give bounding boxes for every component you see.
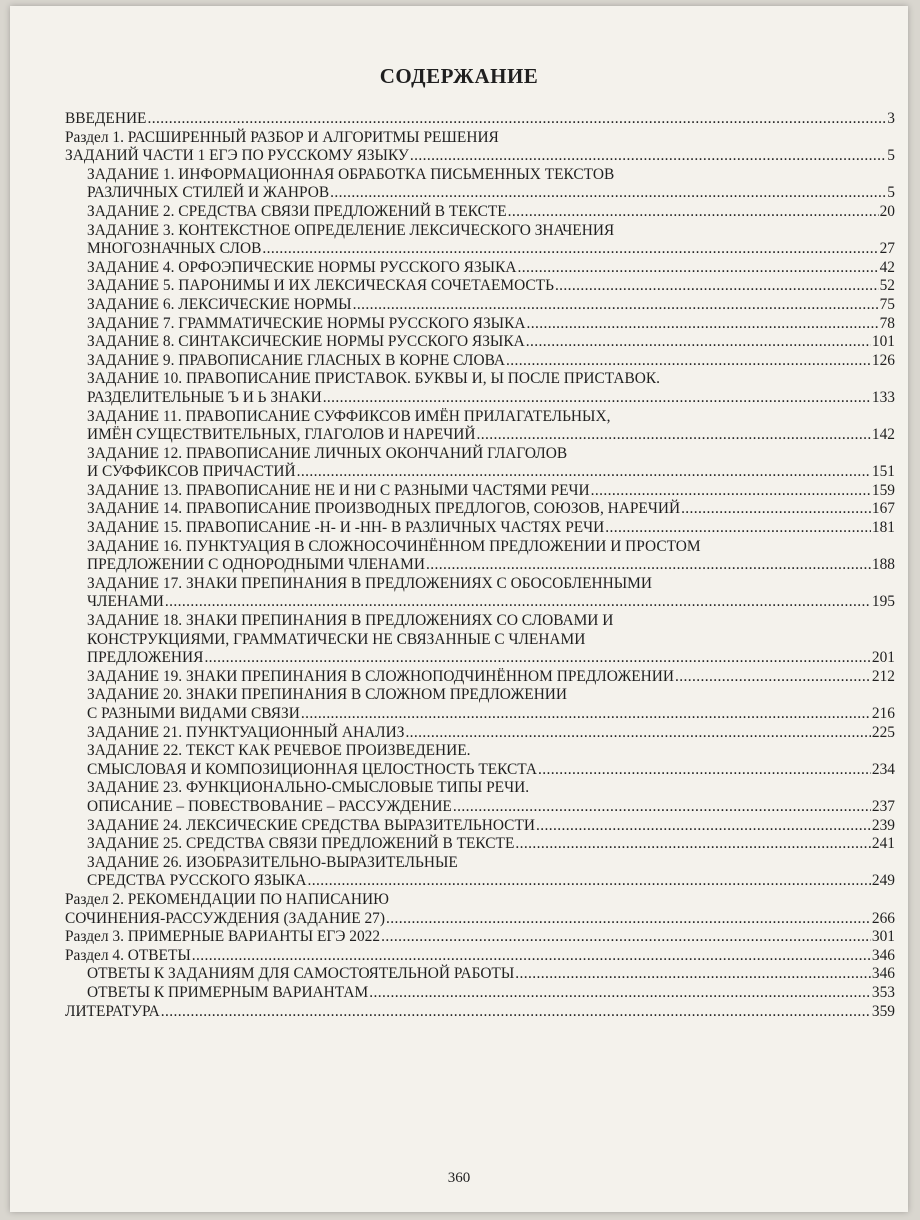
toc-entry xyxy=(65,1003,895,1022)
toc-entry-title: ЗАДАНИЕ 23. ФУНКЦИОНАЛЬНО-СМЫСЛОВЫЕ ТИПЫ РЕЧИ. xyxy=(87,779,530,797)
toc-entry-line xyxy=(87,649,895,668)
table-of-contents xyxy=(65,110,895,1021)
toc-entry-page: 126 xyxy=(871,351,895,369)
toc-entry-page: 234 xyxy=(871,760,895,778)
toc-entry-line xyxy=(87,370,895,389)
toc-entry-line xyxy=(87,575,895,594)
toc-entry-title: ЗАДАНИЕ 21. ПУНКТУАЦИОННЫЙ АНАЛИЗ xyxy=(87,723,405,741)
toc-entry xyxy=(65,538,895,575)
dot-leader xyxy=(526,315,878,334)
toc-entry-line xyxy=(87,742,895,761)
toc-entry xyxy=(65,408,895,445)
toc-entry xyxy=(65,612,895,668)
toc-entry-title: ОТВЕТЫ К ПРИМЕРНЫМ ВАРИАНТАМ xyxy=(87,983,369,1001)
toc-entry-line xyxy=(87,259,895,278)
toc-entry-title: ЗАДАНИЕ 25. СРЕДСТВА СВЯЗИ ПРЕДЛОЖЕНИЙ В ТЕКСТЕ xyxy=(87,835,515,853)
dot-leader xyxy=(675,668,871,687)
toc-entry-line xyxy=(87,445,895,464)
toc-entry xyxy=(65,222,895,259)
dot-leader xyxy=(165,593,871,612)
dot-leader xyxy=(386,910,871,929)
toc-entry-page: 27 xyxy=(879,240,895,258)
toc-entry xyxy=(65,315,895,334)
toc-entry-title: ЗАДАНИЕ 24. ЛЕКСИЧЕСКИЕ СРЕДСТВА ВЫРАЗИТЕЛЬНОСТИ xyxy=(87,816,535,834)
toc-entry xyxy=(65,854,895,891)
toc-entry xyxy=(65,947,895,966)
toc-entry-page: 353 xyxy=(871,983,895,1001)
toc-entry-line xyxy=(87,184,895,203)
toc-entry-page: 3 xyxy=(887,110,895,127)
toc-entry xyxy=(65,984,895,1003)
toc-entry-page: 167 xyxy=(871,500,895,518)
toc-entry-line xyxy=(65,110,895,129)
toc-entry-line xyxy=(65,947,895,966)
toc-entry-title: ПРЕДЛОЖЕНИИ С ОДНОРОДНЫМИ ЧЛЕНАМИ xyxy=(87,556,425,574)
toc-entry-line xyxy=(87,593,895,612)
toc-entry-line xyxy=(65,928,895,947)
toc-entry-page: 346 xyxy=(871,946,895,964)
toc-entry-line xyxy=(87,965,895,984)
toc-entry-page: 5 xyxy=(887,147,895,165)
dot-leader xyxy=(323,389,871,408)
toc-entry-line xyxy=(87,389,895,408)
dot-leader xyxy=(192,947,871,966)
dot-leader xyxy=(605,519,871,538)
toc-entry xyxy=(65,575,895,612)
toc-entry-title: ЗАДАНИЙ ЧАСТИ 1 ЕГЭ ПО РУССКОМУ ЯЗЫКУ xyxy=(65,147,409,165)
toc-entry-title: ЗАДАНИЕ 17. ЗНАКИ ПРЕПИНАНИЯ В ПРЕДЛОЖЕНИЯХ С ОБОСОБЛЕННЫМИ xyxy=(87,574,652,592)
toc-entry xyxy=(65,352,895,371)
toc-entry-title: Раздел 1. РАСШИРЕННЫЙ РАЗБОР И АЛГОРИТМЫ РЕШЕНИЯ xyxy=(65,128,499,146)
toc-entry xyxy=(65,686,895,723)
toc-entry-page: 52 xyxy=(879,277,895,295)
toc-entry-line xyxy=(87,500,895,519)
toc-entry-title: ВВЕДЕНИЕ xyxy=(65,110,147,127)
toc-entry xyxy=(65,259,895,278)
toc-entry xyxy=(65,129,895,166)
toc-entry xyxy=(65,500,895,519)
toc-entry-title: Раздел 4. ОТВЕТЫ xyxy=(65,946,191,964)
toc-entry-line xyxy=(87,352,895,371)
dot-leader xyxy=(538,761,871,780)
toc-entry-title: Раздел 2. РЕКОМЕНДАЦИИ ПО НАПИСАНИЮ xyxy=(65,890,389,908)
toc-entry-title: СОЧИНЕНИЯ-РАССУЖДЕНИЯ (ЗАДАНИЕ 27) xyxy=(65,909,385,927)
toc-entry-page: 212 xyxy=(871,667,895,685)
toc-entry xyxy=(65,891,895,928)
toc-entry xyxy=(65,445,895,482)
toc-entry-title: ОПИСАНИЕ – ПОВЕСТВОВАНИЕ – РАССУЖДЕНИЕ xyxy=(87,797,452,815)
toc-entry-page: 195 xyxy=(871,593,895,611)
toc-entry-line xyxy=(87,203,895,222)
dot-leader xyxy=(536,817,871,836)
dot-leader xyxy=(262,240,878,259)
toc-entry-line xyxy=(87,166,895,185)
toc-entry-title: РАЗДЕЛИТЕЛЬНЫЕ Ъ И Ь ЗНАКИ xyxy=(87,388,322,406)
toc-entry-page: 346 xyxy=(871,965,895,983)
page-number: 360 xyxy=(447,1170,471,1186)
dot-leader xyxy=(381,928,871,947)
toc-entry-line xyxy=(87,984,895,1003)
dot-leader xyxy=(405,724,870,743)
dot-leader xyxy=(369,984,871,1003)
dot-leader xyxy=(161,1003,871,1022)
toc-entry-line xyxy=(65,1003,895,1022)
dot-leader xyxy=(508,203,879,222)
dot-leader xyxy=(410,147,886,166)
toc-entry-title: ЗАДАНИЕ 10. ПРАВОПИСАНИЕ ПРИСТАВОК. БУКВЫ И, Ы ПОСЛЕ ПРИСТАВОК. xyxy=(87,370,661,388)
dot-leader xyxy=(517,259,878,278)
toc-entry-title: СРЕДСТВА РУССКОГО ЯЗЫКА xyxy=(87,872,307,890)
toc-entry-title: ЗАДАНИЕ 11. ПРАВОПИСАНИЕ СУФФИКСОВ ИМЁН ПРИЛАГАТЕЛЬНЫХ, xyxy=(87,407,611,425)
toc-entry-line xyxy=(87,538,895,557)
toc-entry-line xyxy=(87,854,895,873)
dot-leader xyxy=(555,277,879,296)
toc-entry-line xyxy=(87,835,895,854)
toc-entry-title: КОНСТРУКЦИЯМИ, ГРАММАТИЧЕСКИ НЕ СВЯЗАННЫЕ С ЧЛЕНАМИ xyxy=(87,630,586,648)
dot-leader xyxy=(506,352,871,371)
toc-entry-line xyxy=(87,724,895,743)
toc-entry-title: ЗАДАНИЕ 7. ГРАММАТИЧЕСКИЕ НОРМЫ РУССКОГО ЯЗЫКА xyxy=(87,314,526,332)
toc-entry xyxy=(65,277,895,296)
dot-leader xyxy=(591,482,871,501)
toc-entry-line xyxy=(87,333,895,352)
toc-entry-line xyxy=(87,872,895,891)
toc-entry-line xyxy=(87,463,895,482)
toc-entry-title: ОТВЕТЫ К ЗАДАНИЯМ ДЛЯ САМОСТОЯТЕЛЬНОЙ РАБОТЫ xyxy=(87,965,515,983)
dot-leader xyxy=(297,463,871,482)
toc-entry-line xyxy=(87,296,895,315)
toc-entry-line xyxy=(87,222,895,241)
toc-entry-line xyxy=(87,817,895,836)
toc-entry xyxy=(65,742,895,779)
toc-entry-page: 133 xyxy=(871,388,895,406)
toc-entry-title: СМЫСЛОВАЯ И КОМПОЗИЦИОННАЯ ЦЕЛОСТНОСТЬ ТЕКСТА xyxy=(87,760,538,778)
toc-entry-line xyxy=(65,147,895,166)
toc-entry-page: 237 xyxy=(871,797,895,815)
toc-entry-title: ЗАДАНИЕ 13. ПРАВОПИСАНИЕ НЕ И НИ С РАЗНЫМИ ЧАСТЯМИ РЕЧИ xyxy=(87,481,590,499)
toc-entry-page: 75 xyxy=(879,295,895,313)
dot-leader xyxy=(330,184,886,203)
toc-entry-line xyxy=(87,612,895,631)
toc-entry-page: 188 xyxy=(871,556,895,574)
dot-leader xyxy=(301,705,871,724)
toc-entry-title: ЗАДАНИЕ 1. ИНФОРМАЦИОННАЯ ОБРАБОТКА ПИСЬМЕННЫХ ТЕКСТОВ xyxy=(87,165,615,183)
toc-entry-line xyxy=(87,631,895,650)
page-title: СОДЕРЖАНИЕ xyxy=(379,64,539,88)
toc-entry-page: 249 xyxy=(871,872,895,890)
toc-entry-line xyxy=(65,891,895,910)
toc-entry-page: 181 xyxy=(871,519,895,537)
toc-entry-line xyxy=(87,686,895,705)
toc-entry-line xyxy=(87,779,895,798)
toc-entry-line xyxy=(87,315,895,334)
toc-entry xyxy=(65,482,895,501)
toc-entry-page: 20 xyxy=(879,202,895,220)
toc-entry-title: ЗАДАНИЕ 9. ПРАВОПИСАНИЕ ГЛАСНЫХ В КОРНЕ СЛОВА xyxy=(87,351,505,369)
toc-entry-title: МНОГОЗНАЧНЫХ СЛОВ xyxy=(87,240,262,258)
toc-entry-line xyxy=(87,519,895,538)
toc-entry-title: ЗАДАНИЕ 20. ЗНАКИ ПРЕПИНАНИЯ В СЛОЖНОМ ПРЕДЛОЖЕНИИ xyxy=(87,686,568,704)
toc-entry-page: 201 xyxy=(871,649,895,667)
toc-entry-title: ЗАДАНИЕ 18. ЗНАКИ ПРЕПИНАНИЯ В ПРЕДЛОЖЕНИЯХ СО СЛОВАМИ И xyxy=(87,612,614,630)
toc-entry-title: РАЗЛИЧНЫХ СТИЛЕЙ И ЖАНРОВ xyxy=(87,184,330,202)
toc-entry-title: ПРЕДЛОЖЕНИЯ xyxy=(87,649,204,667)
toc-entry-page: 241 xyxy=(871,835,895,853)
dot-leader xyxy=(147,110,886,129)
dot-leader xyxy=(308,872,871,891)
toc-entry-page: 151 xyxy=(871,463,895,481)
toc-entry-page: 301 xyxy=(871,928,895,946)
toc-entry xyxy=(65,928,895,947)
dot-leader xyxy=(526,333,871,352)
toc-entry-title: ЛИТЕРАТУРА xyxy=(65,1002,160,1020)
dot-leader xyxy=(515,835,871,854)
dot-leader xyxy=(353,296,879,315)
toc-entry-line xyxy=(87,761,895,780)
toc-entry-line xyxy=(87,277,895,296)
toc-entry-line xyxy=(87,556,895,575)
toc-entry-line xyxy=(87,668,895,687)
toc-entry xyxy=(65,965,895,984)
toc-entry-title: ЗАДАНИЕ 12. ПРАВОПИСАНИЕ ЛИЧНЫХ ОКОНЧАНИЙ ГЛАГОЛОВ xyxy=(87,444,568,462)
toc-entry xyxy=(65,817,895,836)
dot-leader xyxy=(515,965,871,984)
toc-entry-page: 5 xyxy=(887,184,895,202)
toc-entry-page: 239 xyxy=(871,816,895,834)
toc-entry-title: ЗАДАНИЕ 16. ПУНКТУАЦИЯ В СЛОЖНОСОЧИНЁННОМ ПРЕДЛОЖЕНИИ И ПРОСТОМ xyxy=(87,537,701,555)
toc-entry-title: ЗАДАНИЕ 14. ПРАВОПИСАНИЕ ПРОИЗВОДНЫХ ПРЕДЛОГОВ, СОЮЗОВ, НАРЕЧИЙ xyxy=(87,500,681,518)
toc-entry-title: ЗАДАНИЕ 15. ПРАВОПИСАНИЕ -Н- И -НН- В РАЗЛИЧНЫХ ЧАСТЯХ РЕЧИ xyxy=(87,519,605,537)
toc-entry-title: С РАЗНЫМИ ВИДАМИ СВЯЗИ xyxy=(87,705,300,722)
book-page xyxy=(10,6,908,1212)
toc-entry-page: 142 xyxy=(871,426,895,444)
toc-entry-title: ЗАДАНИЕ 22. ТЕКСТ КАК РЕЧЕВОЕ ПРОИЗВЕДЕНИЕ. xyxy=(87,742,471,760)
toc-entry-title: ЗАДАНИЕ 4. ОРФОЭПИЧЕСКИЕ НОРМЫ РУССКОГО ЯЗЫКА xyxy=(87,258,517,276)
dot-leader xyxy=(204,649,870,668)
toc-entry-title: ИМЁН СУЩЕСТВИТЕЛЬНЫХ, ГЛАГОЛОВ И НАРЕЧИЙ xyxy=(87,426,476,444)
toc-entry-page: 266 xyxy=(871,909,895,927)
dot-leader xyxy=(426,556,871,575)
toc-entry-page: 78 xyxy=(879,314,895,332)
toc-entry xyxy=(65,166,895,203)
toc-entry-line xyxy=(87,426,895,445)
toc-entry xyxy=(65,110,895,129)
toc-entry-line xyxy=(87,240,895,259)
toc-entry-title: ЧЛЕНАМИ xyxy=(87,593,164,611)
toc-entry-page: 101 xyxy=(871,333,895,351)
dot-leader xyxy=(681,500,871,519)
toc-entry-title: ЗАДАНИЕ 5. ПАРОНИМЫ И ИХ ЛЕКСИЧЕСКАЯ СОЧЕТАЕМОСТЬ xyxy=(87,277,554,295)
toc-entry xyxy=(65,296,895,315)
toc-entry-line xyxy=(87,798,895,817)
toc-entry-page: 359 xyxy=(871,1002,895,1020)
toc-entry-page: 159 xyxy=(871,481,895,499)
toc-entry-title: Раздел 3. ПРИМЕРНЫЕ ВАРИАНТЫ ЕГЭ 2022 xyxy=(65,928,381,946)
toc-entry xyxy=(65,668,895,687)
toc-entry xyxy=(65,333,895,352)
toc-entry-page: 42 xyxy=(879,258,895,276)
toc-entry-page: 216 xyxy=(871,705,895,722)
toc-entry-line xyxy=(65,129,895,148)
toc-entry xyxy=(65,203,895,222)
toc-entry xyxy=(65,724,895,743)
dot-leader xyxy=(453,798,871,817)
toc-entry-title: ЗАДАНИЕ 3. КОНТЕКСТНОЕ ОПРЕДЕЛЕНИЕ ЛЕКСИЧЕСКОГО ЗНАЧЕНИЯ xyxy=(87,221,615,239)
toc-entry xyxy=(65,370,895,407)
toc-entry-page: 225 xyxy=(871,723,895,741)
toc-entry-title: ЗАДАНИЕ 6. ЛЕКСИЧЕСКИЕ НОРМЫ xyxy=(87,295,352,313)
toc-entry-title: ЗАДАНИЕ 8. СИНТАКСИЧЕСКИЕ НОРМЫ РУССКОГО ЯЗЫКА xyxy=(87,333,525,351)
toc-entry-title: ЗАДАНИЕ 2. СРЕДСТВА СВЯЗИ ПРЕДЛОЖЕНИЙ В ТЕКСТЕ xyxy=(87,202,507,220)
toc-entry xyxy=(65,519,895,538)
toc-entry xyxy=(65,835,895,854)
toc-entry-title: И СУФФИКСОВ ПРИЧАСТИЙ xyxy=(87,463,296,481)
toc-entry-title: ЗАДАНИЕ 26. ИЗОБРАЗИТЕЛЬНО-ВЫРАЗИТЕЛЬНЫЕ xyxy=(87,853,458,871)
toc-entry-title: ЗАДАНИЕ 19. ЗНАКИ ПРЕПИНАНИЯ В СЛОЖНОПОДЧИНЁННОМ ПРЕДЛОЖЕНИИ xyxy=(87,667,674,685)
toc-entry-line xyxy=(87,408,895,427)
toc-entry-line xyxy=(65,910,895,929)
toc-entry-line xyxy=(87,482,895,501)
toc-entry xyxy=(65,779,895,816)
dot-leader xyxy=(477,426,871,445)
toc-entry-line xyxy=(87,705,895,724)
